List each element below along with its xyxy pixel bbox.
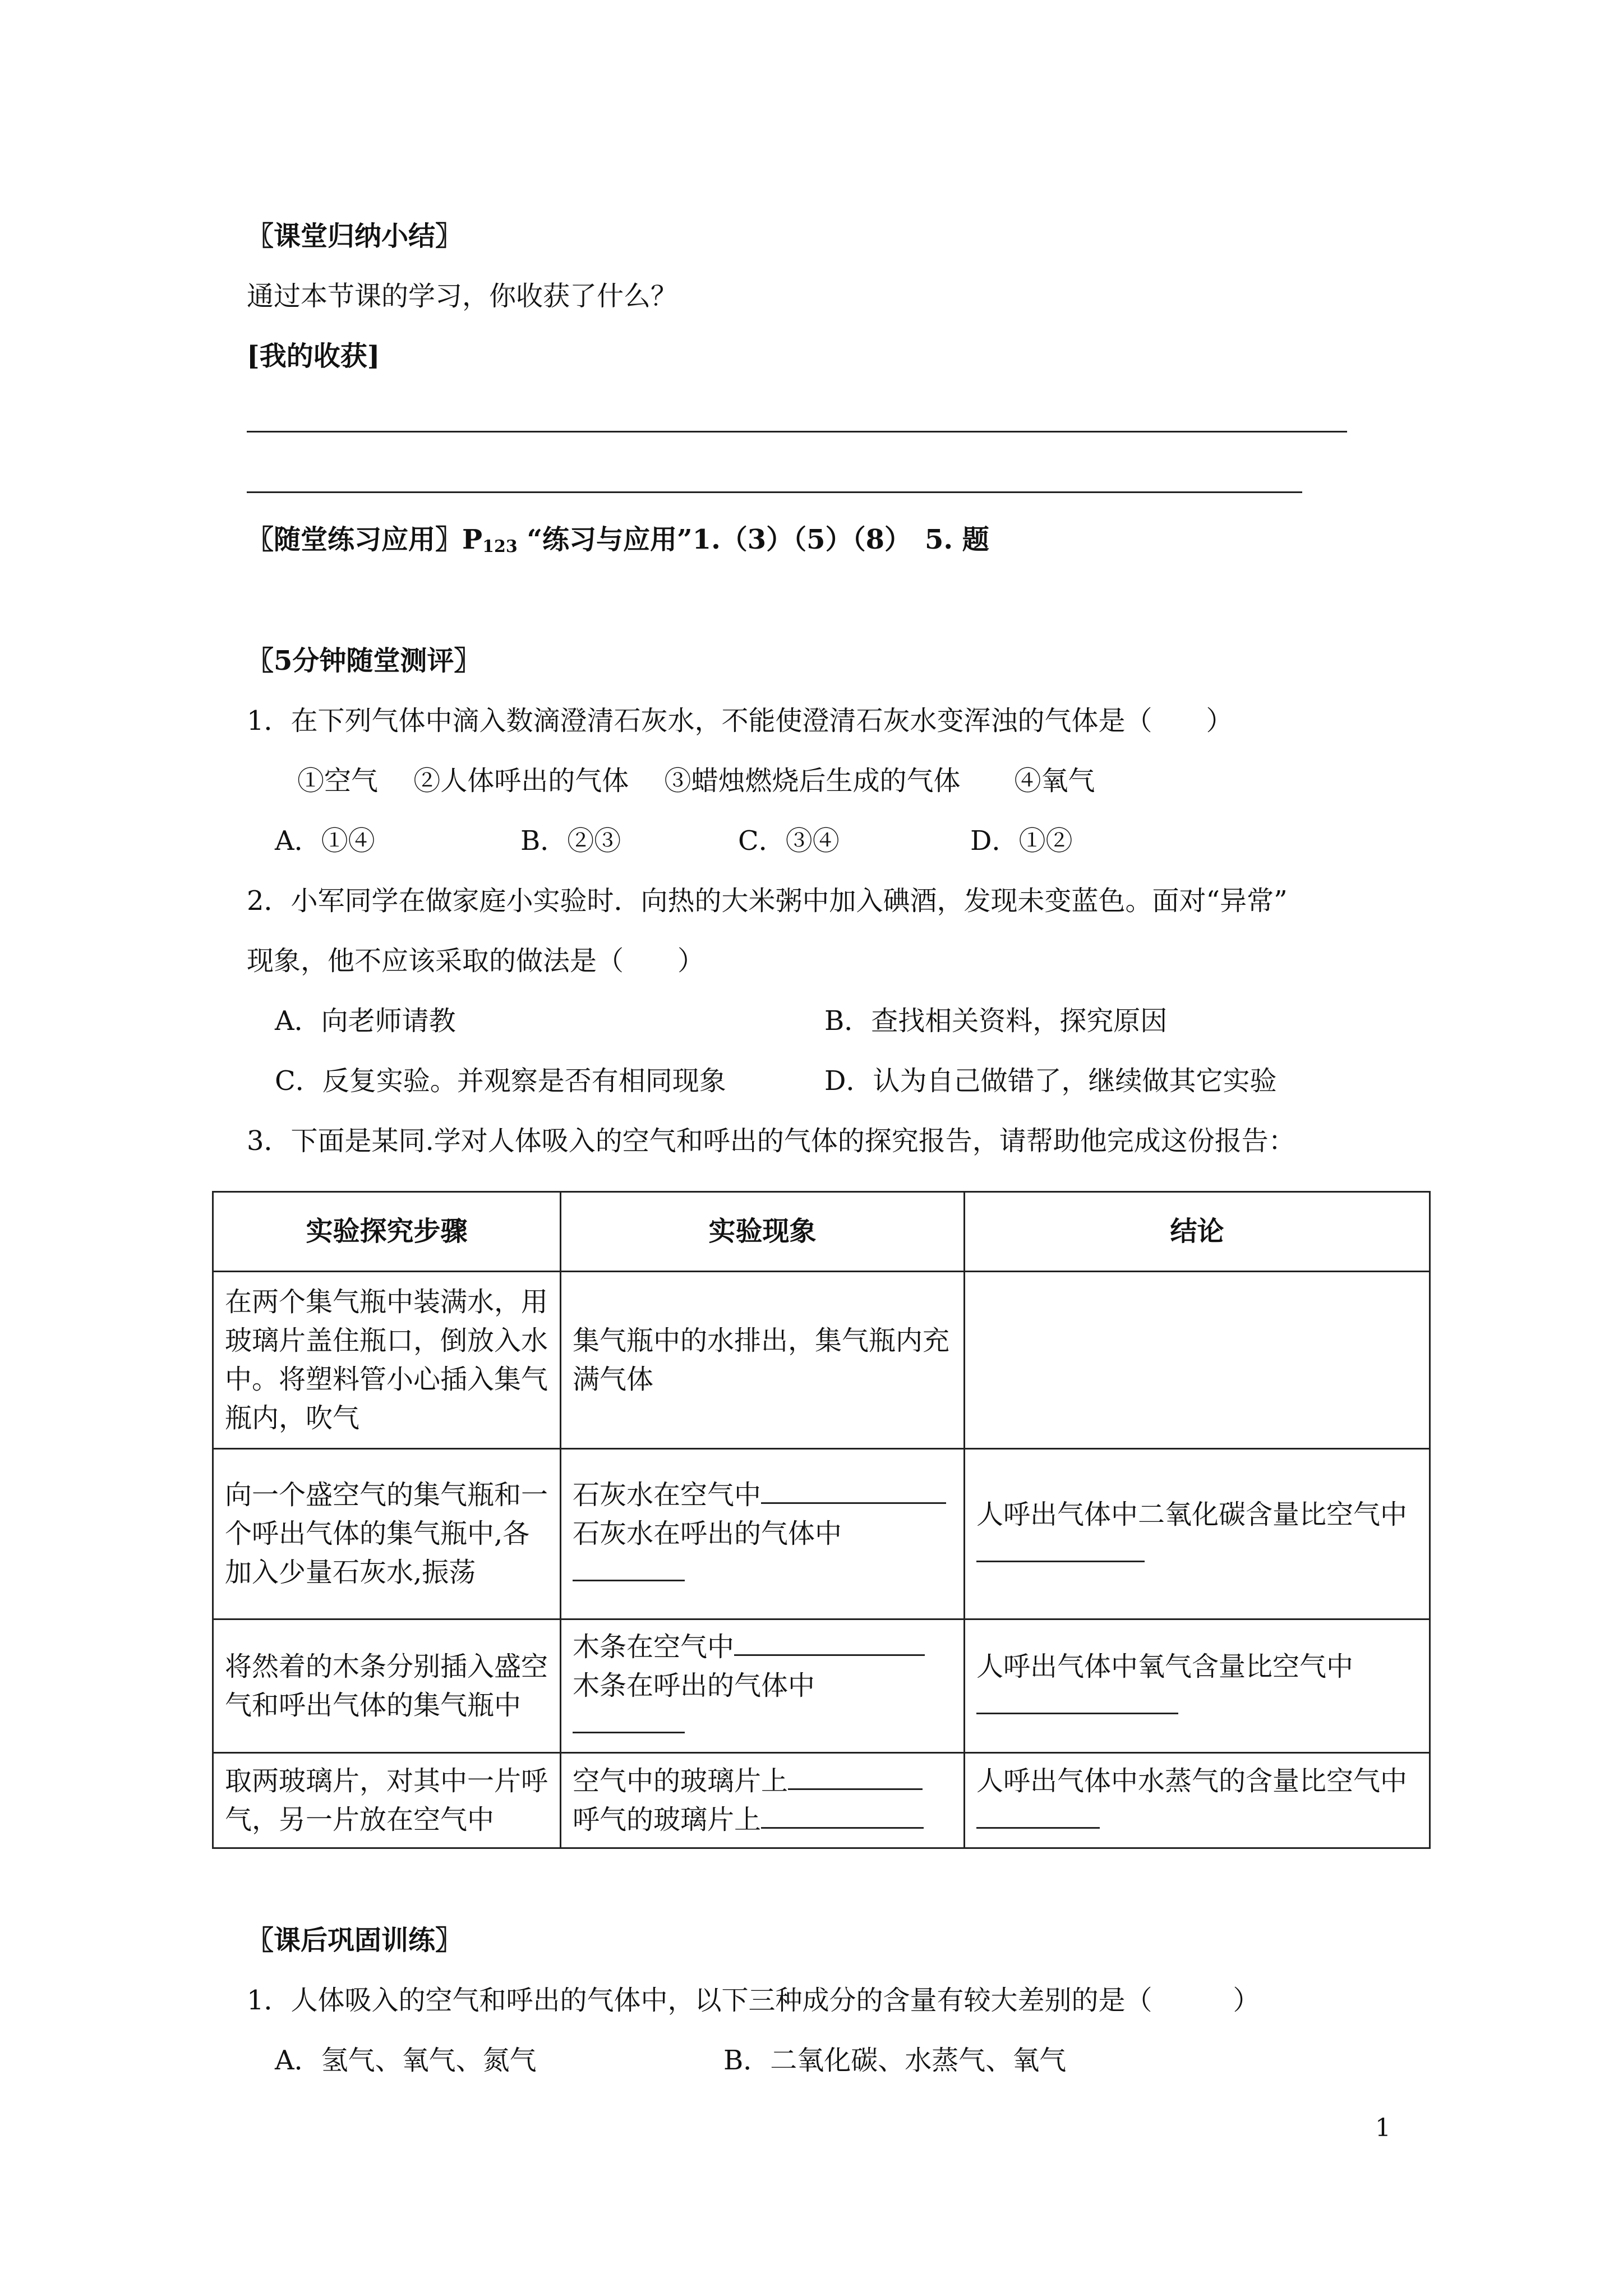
quiz-q2-option-c: C．反复实验。并观察是否有相同现象 [275, 1065, 726, 1097]
fill-blank[interactable] [573, 1557, 685, 1581]
observation-text: 木条在空气中 [573, 1631, 735, 1663]
step-cell: 取两玻璃片，对其中一片呼气，另一片放在空气中 [213, 1753, 561, 1848]
fill-blank[interactable] [761, 1480, 946, 1504]
summary-heading: 〖课堂归纳小结〗 [247, 220, 463, 252]
conclusion-text: 人呼出气体中水蒸气的含量比空气中 [976, 1765, 1408, 1797]
table-row [213, 1272, 1430, 1449]
quiz-q1-stem: 1．在下列气体中滴入数滴澄清石灰水，不能使澄清石灰水变浑浊的气体是（ ） [247, 705, 1233, 737]
after-q1-option-b: B．二氧化碳、水蒸气、氧气 [723, 2045, 1067, 2076]
fill-blank[interactable] [573, 1709, 685, 1733]
observation-text: 呼气的玻璃片上 [573, 1803, 762, 1835]
my-harvest-label: [我的收获] [247, 341, 380, 372]
quiz-q2-stem-line2: 现象，他不应该采取的做法是（ ） [247, 945, 705, 977]
observation-cell [561, 1753, 965, 1848]
observation-text: 木条在呼出的气体中 [573, 1670, 815, 1701]
table-header-row [213, 1192, 1430, 1272]
observation-text: 石灰水在呼出的气体中 [573, 1518, 842, 1549]
header-observations: 实验现象 [561, 1192, 965, 1272]
observation-text: 石灰水在空气中 [573, 1479, 762, 1511]
table-row [213, 1753, 1430, 1848]
table-row [213, 1449, 1430, 1619]
practice-page-subscript: 123 [482, 537, 518, 556]
fill-blank[interactable] [788, 1766, 923, 1790]
answer-line-2 [247, 491, 1302, 493]
conclusion-text: 人呼出气体中二氧化碳含量比空气中 [976, 1498, 1408, 1530]
quiz-q2-option-a: A．向老师请教 [275, 1005, 456, 1037]
fill-blank[interactable] [734, 1632, 925, 1656]
step-cell: 在两个集气瓶中装满水，用玻璃片盖住瓶口，倒放入水中。将塑料管小心插入集气瓶内，吹气 [213, 1272, 561, 1449]
table-row [213, 1619, 1430, 1753]
observation-cell [561, 1449, 965, 1619]
observation-text: 集气瓶中的水排出，集气瓶内充满气体 [573, 1324, 950, 1395]
quiz-q3-stem: 3．下面是某同.学对人体吸入的空气和呼出的气体的探究报告，请帮助他完成这份报告： [247, 1125, 1295, 1157]
quiz-q1-option-c: C．③④ [738, 825, 840, 857]
quiz-q2-option-b: B．查找相关资料，探究原因 [824, 1005, 1168, 1037]
fill-blank[interactable] [976, 1690, 1178, 1714]
practice-exercises: “练习与应用”1.（3）（5）（8） 5. 题 [517, 524, 989, 555]
quiz-q1-option-d: D．①② [970, 825, 1073, 857]
practice-line [247, 523, 989, 564]
quiz-q1-option-b: B．②③ [520, 825, 621, 857]
observation-cell [561, 1619, 965, 1753]
conclusion-cell [965, 1753, 1430, 1848]
summary-prompt: 通过本节课的学习，你收获了什么？ [247, 280, 678, 312]
fill-blank[interactable] [761, 1805, 924, 1829]
fill-blank[interactable] [976, 1538, 1145, 1562]
answer-line-1 [247, 431, 1347, 432]
practice-heading: 〖随堂练习应用〗P [247, 524, 483, 555]
after-q1-option-a: A．氢气、氧气、氮气 [275, 2045, 537, 2076]
after-class-heading: 〖课后巩固训练〗 [247, 1925, 463, 1956]
conclusion-text: 人呼出气体中氧气含量比空气中 [976, 1650, 1354, 1682]
observation-cell [561, 1272, 965, 1449]
page-number: 1 [1375, 2114, 1391, 2142]
step-cell: 向一个盛空气的集气瓶和一个呼出气体的集气瓶中,各加入少量石灰水,振荡 [213, 1449, 561, 1619]
quiz-q1-items: ①空气 ②人体呼出的气体 ③蜡烛燃烧后生成的气体 ④氧气 [297, 765, 1095, 797]
quiz-q2-option-d: D．认为自己做错了，继续做其它实验 [824, 1065, 1277, 1097]
header-steps: 实验探究步骤 [213, 1192, 561, 1272]
after-q1-stem: 1．人体吸入的空气和呼出的气体中，以下三种成分的含量有较大差别的是（ ） [247, 1985, 1260, 2016]
conclusion-cell [965, 1272, 1430, 1449]
conclusion-cell [965, 1449, 1430, 1619]
step-cell: 将然着的木条分别插入盛空气和呼出气体的集气瓶中 [213, 1619, 561, 1753]
conclusion-cell [965, 1619, 1430, 1753]
quiz-heading: 〖5分钟随堂测评〗 [247, 645, 481, 677]
fill-blank[interactable] [976, 1805, 1100, 1829]
header-conclusion: 结论 [965, 1192, 1430, 1272]
quiz-q1-option-a: A．①④ [275, 825, 375, 857]
quiz-q2-stem-line1: 2．小军同学在做家庭小实验时．向热的大米粥中加入碘酒，发现未变蓝色。面对“异常” [247, 885, 1288, 917]
experiment-report-table [212, 1191, 1431, 1849]
observation-text: 空气中的玻璃片上 [573, 1765, 789, 1797]
